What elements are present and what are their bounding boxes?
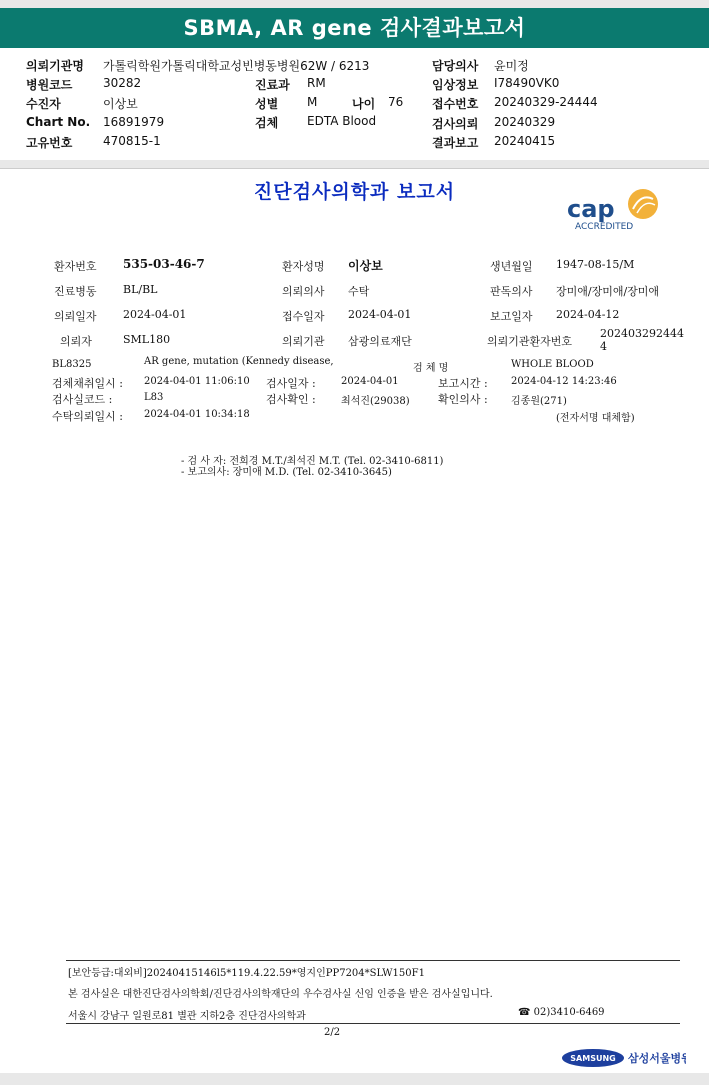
consign-label: 수탁의뢰일시 : <box>52 410 123 423</box>
ward-label: 진료병동 <box>54 285 97 298</box>
recipient-label: 수진자 <box>26 97 61 111</box>
referring-doctor-label: 의뢰의사 <box>282 285 325 298</box>
test-date-label: 검사일자 : <box>266 377 316 390</box>
request-date-value: 2024-04-01 <box>123 308 187 321</box>
specimen-name-value: WHOLE BLOOD <box>511 359 594 370</box>
request-date-label: 의뢰일자 <box>54 310 97 323</box>
clinical-label: 임상정보 <box>432 78 479 92</box>
report-date-label: 보고일자 <box>490 310 533 323</box>
esign-note: (전자서명 대체함) <box>556 413 635 424</box>
specimen-value: EDTA Blood <box>307 114 377 128</box>
confirm-label: 검사확인 : <box>266 393 316 406</box>
clinical-value: I78490VK0 <box>494 76 560 90</box>
cap-text: cap <box>567 195 615 223</box>
chart-value: 16891979 <box>103 115 165 129</box>
phone-line: ☎ 02)3410-6469 <box>518 1007 605 1018</box>
lab-code-value: L83 <box>144 392 164 403</box>
hospital-name: 삼성서울병원 <box>628 1052 686 1065</box>
birth-label: 생년월일 <box>490 260 533 273</box>
recipient-value: 이상보 <box>103 97 138 111</box>
unique-value: 470815-1 <box>103 134 161 148</box>
specimen-name-label: 검 체 명 <box>413 363 449 374</box>
footer-bottom-rule <box>66 1023 680 1024</box>
accredited-text: ACCREDITED <box>575 222 634 232</box>
report-label: 결과보고 <box>432 136 479 150</box>
patient-name-label: 환자성명 <box>282 260 325 273</box>
ward-value: BL/BL <box>123 283 158 296</box>
referring-doctor-value: 수탁 <box>348 285 370 298</box>
inst-patient-no-label: 의뢰기관환자번호 <box>487 335 573 348</box>
birth-value: 1947-08-15/M <box>556 258 635 271</box>
confirmer-value: 김종원(271) <box>511 396 567 407</box>
report-time-value: 2024-04-12 14:23:46 <box>511 376 617 387</box>
address-line: 서울시 강남구 일원로81 별관 지하2층 진단검사의학과 <box>68 1011 306 1022</box>
confirm-value: 최석진(29038) <box>341 396 410 407</box>
requester-label: 의뢰자 <box>60 335 92 348</box>
request-label: 검사의뢰 <box>432 117 479 131</box>
collect-label: 검체채취일시 : <box>52 377 123 390</box>
patient-no-label: 환자번호 <box>54 260 97 273</box>
institution-label: 의뢰기관명 <box>26 59 84 73</box>
report-heading: 진단검사의학과 보고서 <box>253 181 456 203</box>
page-number: 2/2 <box>324 1027 341 1038</box>
samsung-hospital-logo <box>562 1047 686 1069</box>
test-name: AR gene, mutation (Kennedy disease, <box>144 356 334 367</box>
specimen-label: 검체 <box>255 116 279 130</box>
doctor-label: 담당의사 <box>432 59 479 73</box>
report-time-label: 보고시간 : <box>438 377 488 390</box>
receipt-date-label: 접수일자 <box>282 310 325 323</box>
report-title-bar: SBMA, AR gene 검사결과보고서 <box>0 8 709 48</box>
age-value: 76 <box>388 95 404 109</box>
footer-top-rule <box>66 960 680 961</box>
age-label: 나이 <box>352 97 376 111</box>
receipt-no-label: 접수번호 <box>432 97 479 111</box>
report-date-value: 2024-04-12 <box>556 308 620 321</box>
dept-label: 진료과 <box>255 78 290 92</box>
hospital-code-value: 30282 <box>103 76 142 90</box>
unique-label: 고유번호 <box>26 136 73 150</box>
inst-patient-no-value: 202403292444 <box>600 327 684 340</box>
cap-accredited-logo <box>565 187 665 233</box>
dept-value: RM <box>307 76 326 90</box>
requester-value: SML180 <box>123 333 171 346</box>
request-value: 20240329 <box>494 115 556 129</box>
test-date-value: 2024-04-01 <box>341 376 399 387</box>
collect-value: 2024-04-01 11:06:10 <box>144 376 250 387</box>
lab-code-label: 검사실코드 : <box>52 393 113 406</box>
sex-value: M <box>307 95 318 109</box>
hospital-code-label: 병원코드 <box>26 78 73 92</box>
tester-line: - 검 사 자: 전희경 M.T./최석진 M.T. (Tel. 02-3410-6811) <box>181 456 444 467</box>
chart-label: Chart No. <box>26 115 91 129</box>
reporter-line: - 보고의사: 장미애 M.D. (Tel. 02-3410-3645) <box>181 467 392 478</box>
cap-logo-icon <box>565 187 665 233</box>
report-value: 20240415 <box>494 134 556 148</box>
patient-name-value: 이상보 <box>348 259 383 273</box>
requesting-institution-value: 삼광의료재단 <box>348 335 412 348</box>
test-code: BL8325 <box>52 359 92 370</box>
samsung-text: SAMSUNG <box>570 1054 616 1063</box>
institution-value: 가톨릭학원가톨릭대학교성빈병동병원62W / 6213 <box>103 59 370 73</box>
sex-label: 성별 <box>255 97 279 111</box>
patient-no-value: 535-03-46-7 <box>123 257 205 271</box>
doctor-value: 윤미정 <box>494 59 529 73</box>
security-line: [보안등급:대외비]20240415146l5*119.4.22.59*영지인PP7204*SLW150F1 <box>68 968 425 979</box>
reading-doctor-value: 장미애/장미애/장미애 <box>556 285 660 298</box>
receipt-date-value: 2024-04-01 <box>348 308 412 321</box>
confirmer-label: 확인의사 : <box>438 393 488 406</box>
receipt-no-value: 20240329-24444 <box>494 95 598 109</box>
requesting-institution-label: 의뢰기관 <box>282 335 325 348</box>
reading-doctor-label: 판독의사 <box>490 285 533 298</box>
samsung-logo-icon <box>562 1047 686 1069</box>
report-sheet <box>0 168 709 1073</box>
inst-patient-no-value-cont: 4 <box>600 340 607 353</box>
consign-value: 2024-04-01 10:34:18 <box>144 409 250 420</box>
certification-line: 본 검사실은 대한진단검사의학회/진단검사의학재단의 우수검사실 신임 인증을 받은 검사실입니다. <box>68 989 493 1000</box>
header-info <box>0 48 709 160</box>
